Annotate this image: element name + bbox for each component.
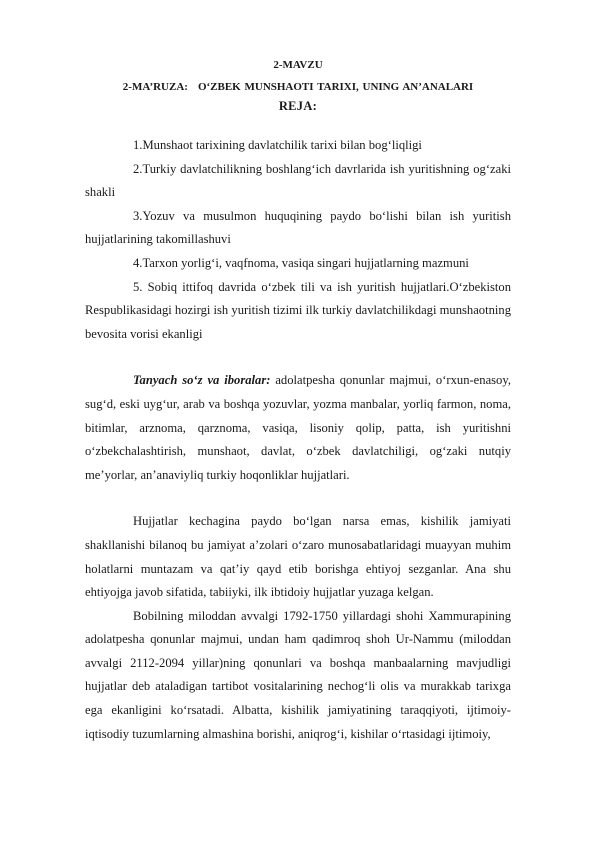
lecture-heading [85, 80, 511, 94]
plan-item-5: 5. Sobiq ittifoq davrida o‘zbek tili va ish yuritish hujjatlari.O‘zbekiston Respublikasidagi hozirgi ish yuritish tizimi ilk turkiy davlatchilikdagi munshaotning bevosita vorisi ekanligi [85, 279, 511, 341]
body-paragraph-2: Bobilning miloddan avvalgi 1792-1750 yillardagi shohi Xammurapining adolatpesha qonunlar majmui, undan ham qadimroq shoh Ur-Nammu (miloddan avvalgi 2112-2094 yillar)ning qonunlari va boshqa manbaalarning mavjudligi hujjatlar deb ataladigan tartibot vositalarining nechog‘li olis va murakkab tarixga ega ekanligini ko‘rsatadi. Albatta, kishilik jamiyatining taraqqiyoti, ijtimoiy-iqtisodiy tuzumlarning almashina borishi, aniqrog‘i, kishilar o‘rtasidagi ijtimoiy, [85, 608, 511, 741]
lecture-title: O‘ZBEK MUNSHAOTI TARIXI, UNING AN’ANALARI [197, 81, 474, 93]
body-paragraph-1: Hujjatlar kechagina paydo bo‘lgan narsa emas, kishilik jamiyati shakllanishi bilanoq bu jamiyat a’zolari o‘zaro munosabatlaridagi muayyan muhim holatlarni muntazam va qat’iy qayd etib borishga ehtiyoj sezganlar. Ana shu ehtiyojga javob sifatida, tabiiyki, ilk ibtidoiy hujjatlar yuzaga kelgan. [85, 514, 511, 600]
keywords-text: adolatpesha qonunlar majmui, o‘rxun-enasoy, sug‘d, eski uyg‘ur, arab va boshqa yozuvlar, yozma manbalar, yorliq farmon, noma, bitimlar, arznoma, qarznoma, vasiqa, lisoniy qolip, patta, ish yuritishni o‘zbekchalashtirish, munshaot, davlat, o‘zbek davlatchiligi, og‘zaki nutqiy me’yorlar, an’anaviyliq turkiy hoqonliklar hujjatlari. [85, 373, 511, 482]
plan-item-4: 4.Tarxon yorlig‘i, vaqfnoma, vasiqa singari hujjatlarning mazmuni [133, 255, 469, 270]
keywords-label: Tanyach so‘z va iboralar: [133, 373, 271, 388]
topic-heading: 2-MAVZU [273, 59, 323, 71]
spacer [85, 487, 511, 510]
plan-heading: REJA: [278, 99, 318, 113]
lecture-label: 2-MA’RUZA: [122, 81, 188, 93]
plan-item-1: 1.Munshaot tarixining davlatchilik tarixi bilan bog‘liqligi [133, 138, 422, 152]
plan-item-3: 3.Yozuv va musulmon huquqining paydo bo‘lishi bilan ish yuritish hujjatlarining takomillashuvi [85, 208, 511, 247]
keywords-paragraph [85, 369, 511, 487]
spacer [85, 346, 511, 369]
plan-item-2: 2.Turkiy davlatchilikning boshlang‘ich davrlarida ish yuritishning og‘zaki shakli [85, 161, 511, 200]
plan-list [85, 134, 511, 346]
